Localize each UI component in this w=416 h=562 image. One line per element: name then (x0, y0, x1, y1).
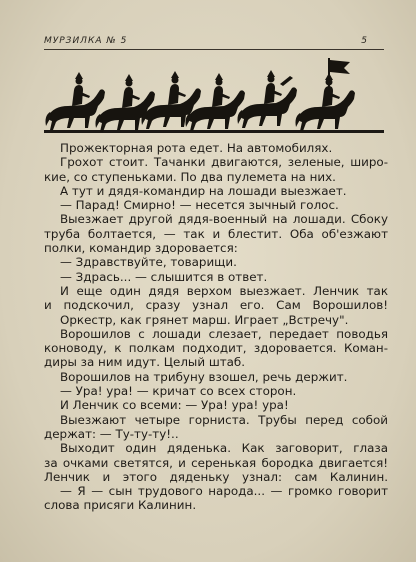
text-line: диры за ним идут. Целый штаб. (44, 355, 246, 370)
text-line: полки, командир здоровается: (44, 241, 238, 256)
text-line: Прожекторная рота едет. На автомобилях. (60, 141, 333, 155)
running-head (44, 36, 386, 50)
text-line: Ворошилов на трибуну взошел, речь держит. (60, 369, 348, 384)
text-line: И еще один дядя верхом выезжает. Ленчик так (60, 283, 388, 298)
text-line: Выходит один дяденька. Как заговорит, глаза (60, 441, 388, 456)
text-line: за очками светятся, и серенькая бородка двигается! (44, 455, 388, 470)
text-line: — Здрась... — слышится в ответ. (60, 269, 268, 284)
text-line: Выезжают четыре горниста. Трубы перед собой (60, 412, 388, 427)
magazine-title: МУРЗИЛКА № 5 (44, 36, 128, 46)
text-line: коноводу, к полкам подходит, здоровается. Коман- (44, 341, 388, 356)
cavalry-frieze-icon (44, 56, 384, 136)
page-number: 5 (361, 36, 368, 46)
text-line: — Ура! ура! — кричат со всех сторон. (60, 384, 297, 399)
header-rule (44, 49, 384, 50)
text-line: — Парад! Смирно! — несется зычный голос. (60, 198, 339, 213)
text-line: и подскочил, сразу узнал его. Сам Ворошилов! (44, 298, 388, 313)
text-line: И Ленчик со всеми: — Ура! ура! ура! (60, 398, 289, 413)
text-line: Ворошилов с лошади слезает, передает поводья (60, 326, 388, 341)
text-line: — Я — сын трудового народа... — громко говорит (60, 484, 388, 499)
text-line: Оркестр, как грянет марш. Играет „Встречу". (60, 312, 349, 327)
text-line: Ленчик и этого дяденьку узнал: сам Калинин. (44, 469, 388, 484)
text-line: А тут и дядя-командир на лошади выезжает. (60, 183, 347, 198)
text-line: Выезжает другой дядя-военный на лошади. Сбоку (60, 212, 388, 227)
text-line: слова присяги Калинин. (44, 498, 197, 513)
text-line: труба болтается, — так и блестит. Оба об'езжают (44, 226, 388, 241)
text-line: Грохот стоит. Тачанки двигаются, зеленые, широ- (60, 155, 388, 170)
text-line: — Здравствуйте, товарищи. (60, 255, 237, 270)
story-text (44, 141, 388, 513)
text-line: держат: — Ту-ту-ту!.. (44, 426, 179, 441)
text-line: кие, со ступеньками. По два пулемета на них. (44, 169, 336, 184)
